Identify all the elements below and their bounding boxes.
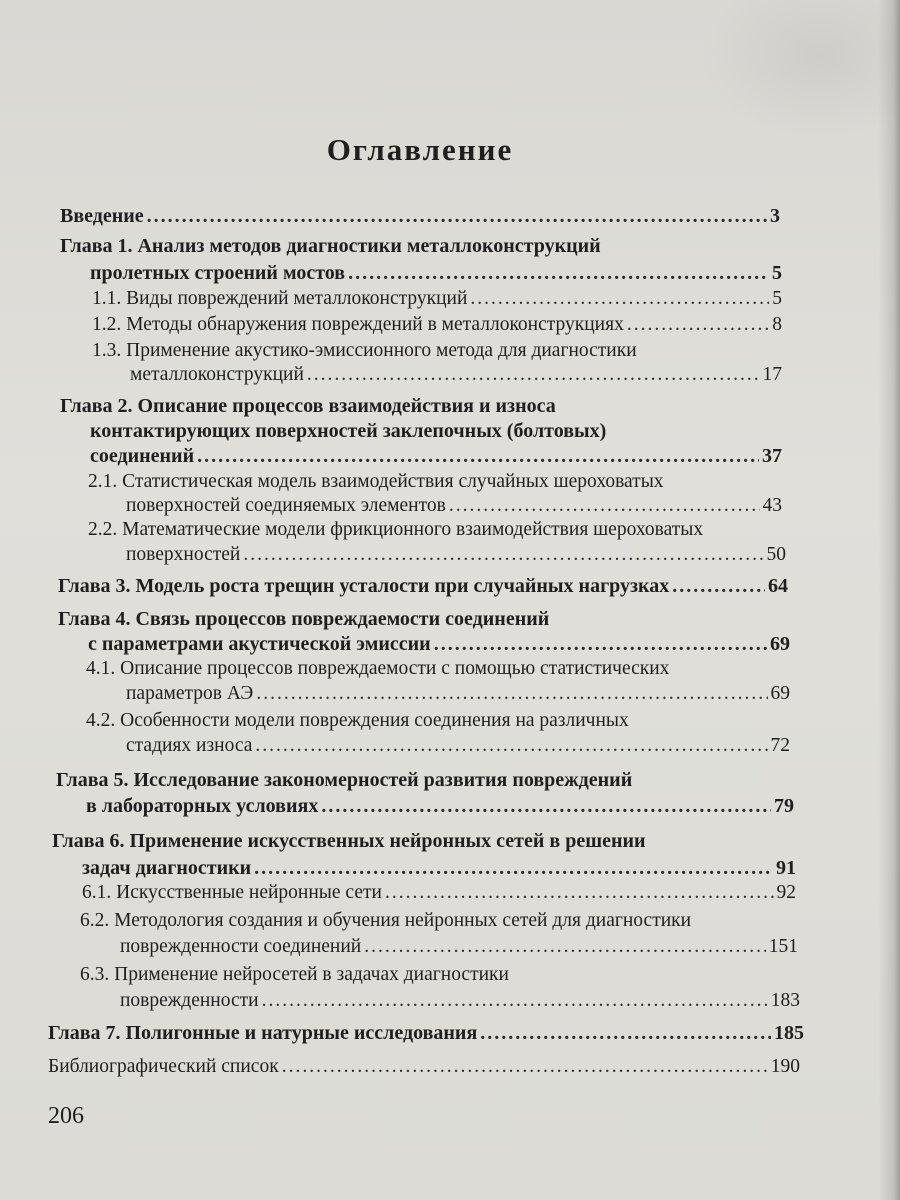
toc-section-1-2[interactable] xyxy=(92,313,782,337)
toc-entry-intro[interactable] xyxy=(60,204,780,228)
leader-dots xyxy=(385,881,774,905)
leader-dots xyxy=(254,856,773,880)
toc-page-number: 183 xyxy=(770,990,800,1011)
leader-dots xyxy=(434,632,767,656)
toc-section-4-2[interactable] xyxy=(126,734,790,758)
leader-dots xyxy=(364,935,766,959)
toc-entry-label: Введение xyxy=(60,205,144,227)
toc-entry-label: поверхностей соединяемых элементов xyxy=(126,495,446,516)
toc-section-4-1-line1[interactable]: 4.1. Описание процессов повреждаемости с помощью статистических xyxy=(86,658,670,679)
toc-page-number: 50 xyxy=(766,544,786,565)
leader-dots xyxy=(480,1021,771,1045)
toc-entry-label: задач диагностики xyxy=(82,857,252,879)
toc-page-number: 8 xyxy=(772,314,782,335)
toc-entry-label: 1.1. Виды повреждений металлоконструкций xyxy=(92,288,468,309)
leader-dots xyxy=(348,261,769,285)
toc-entry-label: пролетных строений мостов xyxy=(90,262,346,284)
toc-page-number: 64 xyxy=(768,575,788,597)
toc-chapter-4-line1[interactable]: Глава 4. Связь процессов повреждаемости соединений xyxy=(58,608,550,630)
toc-section-2-1[interactable] xyxy=(126,494,782,518)
toc-page-number: 69 xyxy=(770,633,790,655)
toc-entry-label: поврежденности соединений xyxy=(120,936,362,957)
leader-dots xyxy=(307,363,760,387)
toc-page-number: 69 xyxy=(770,683,790,704)
toc-page-number: 79 xyxy=(774,795,794,817)
toc-chapter-6-line1[interactable]: Глава 6. Применение искусственных нейронных сетей в решении xyxy=(52,830,646,852)
toc-entry-label: с параметрами акустической эмиссии xyxy=(88,633,431,655)
toc-entry-label: поверхностей xyxy=(126,544,241,565)
toc-section-4-1[interactable] xyxy=(126,682,790,706)
toc-section-6-1[interactable] xyxy=(82,881,796,905)
toc-section-6-2-line1[interactable]: 6.2. Методология создания и обучения нейронных сетей для диагностики xyxy=(80,910,692,931)
toc-page-number: 5 xyxy=(772,262,782,284)
leader-dots xyxy=(282,1055,768,1079)
toc-chapter-7[interactable] xyxy=(48,1021,804,1045)
toc-section-6-3-line1[interactable]: 6.3. Применение нейросетей в задачах диагностики xyxy=(80,964,509,985)
toc-entry-label: Глава 3. Модель роста трещин усталости при случайных нагрузках xyxy=(58,575,670,597)
toc-chapter-1[interactable] xyxy=(90,261,782,285)
toc-entry-label: Глава 7. Полигонные и натурные исследования xyxy=(48,1022,478,1044)
leader-dots xyxy=(243,543,763,567)
toc-entry-label: поврежденности xyxy=(120,990,259,1011)
toc-entry-label: металлоконструкций xyxy=(130,364,304,385)
toc-bibliography[interactable] xyxy=(48,1055,800,1079)
toc-entry-label: соединений xyxy=(90,445,195,467)
toc-page-number: 37 xyxy=(762,445,782,467)
toc-section-2-1-line1[interactable]: 2.1. Статистическая модель взаимодействия случайных шероховатых xyxy=(88,471,664,492)
toc-entry-label: 1.2. Методы обнаружения повреждений в металлоконструкциях xyxy=(92,314,624,335)
toc-chapter-1-line1[interactable]: Глава 1. Анализ методов диагностики металлоконструкций xyxy=(60,235,601,257)
toc-chapter-6[interactable] xyxy=(82,856,796,880)
page-title: Оглавление xyxy=(326,132,514,167)
toc-page-number: 17 xyxy=(762,364,782,385)
toc-page-number: 92 xyxy=(776,882,796,903)
toc-page-number: 43 xyxy=(762,495,782,516)
toc-page-number: 190 xyxy=(770,1056,800,1077)
toc-section-2-2[interactable] xyxy=(126,543,786,567)
toc-section-6-2[interactable] xyxy=(120,935,798,959)
toc-entry-label: 6.1. Искусственные нейронные сети xyxy=(82,882,382,903)
toc-chapter-5[interactable] xyxy=(86,794,794,818)
toc-section-6-3[interactable] xyxy=(120,989,800,1013)
toc-chapter-3[interactable] xyxy=(58,574,788,598)
toc-entry-label: параметров АЭ xyxy=(126,683,254,704)
leader-dots xyxy=(449,494,760,518)
leader-dots xyxy=(262,989,768,1013)
toc-entry-label: стадиях износа xyxy=(126,735,253,756)
toc-chapter-4[interactable] xyxy=(88,632,790,656)
toc-section-2-2-line1[interactable]: 2.2. Математические модели фрикционного взаимодействия шероховатых xyxy=(88,519,704,540)
toc-chapter-2[interactable] xyxy=(90,444,782,468)
leader-dots xyxy=(255,734,767,758)
toc-section-1-3-line1[interactable]: 1.3. Применение акустико-эмиссионного метода для диагностики xyxy=(92,340,637,361)
toc-page-number: 5 xyxy=(772,288,782,309)
leader-dots xyxy=(321,794,771,818)
toc-section-1-1[interactable] xyxy=(92,287,782,311)
toc-page-number: 91 xyxy=(776,857,796,879)
toc-page-number: 3 xyxy=(770,205,780,227)
page-number: 206 xyxy=(48,1103,84,1129)
leader-dots xyxy=(147,204,767,228)
toc-section-4-2-line1[interactable]: 4.2. Особенности модели повреждения соединения на различных xyxy=(86,710,629,731)
toc-page-number: 72 xyxy=(770,735,790,756)
leader-dots xyxy=(256,682,767,706)
leader-dots xyxy=(627,313,769,337)
toc-section-1-3[interactable] xyxy=(130,363,782,387)
toc-chapter-2-line2[interactable]: контактирующих поверхностей заклепочных (болтовых) xyxy=(90,420,607,442)
toc-entry-label: Библиографический список xyxy=(48,1056,279,1077)
toc-chapter-2-line1[interactable]: Глава 2. Описание процессов взаимодействия и износа xyxy=(60,395,556,417)
leader-dots xyxy=(470,287,769,311)
leader-dots xyxy=(197,444,759,468)
toc-page-number: 185 xyxy=(774,1022,804,1044)
leader-dots xyxy=(672,574,765,598)
toc-chapter-5-line1[interactable]: Глава 5. Исследование закономерностей развития повреждений xyxy=(56,769,633,791)
toc-page-number: 151 xyxy=(768,936,798,957)
toc-entry-label: в лабораторных условиях xyxy=(86,795,319,817)
